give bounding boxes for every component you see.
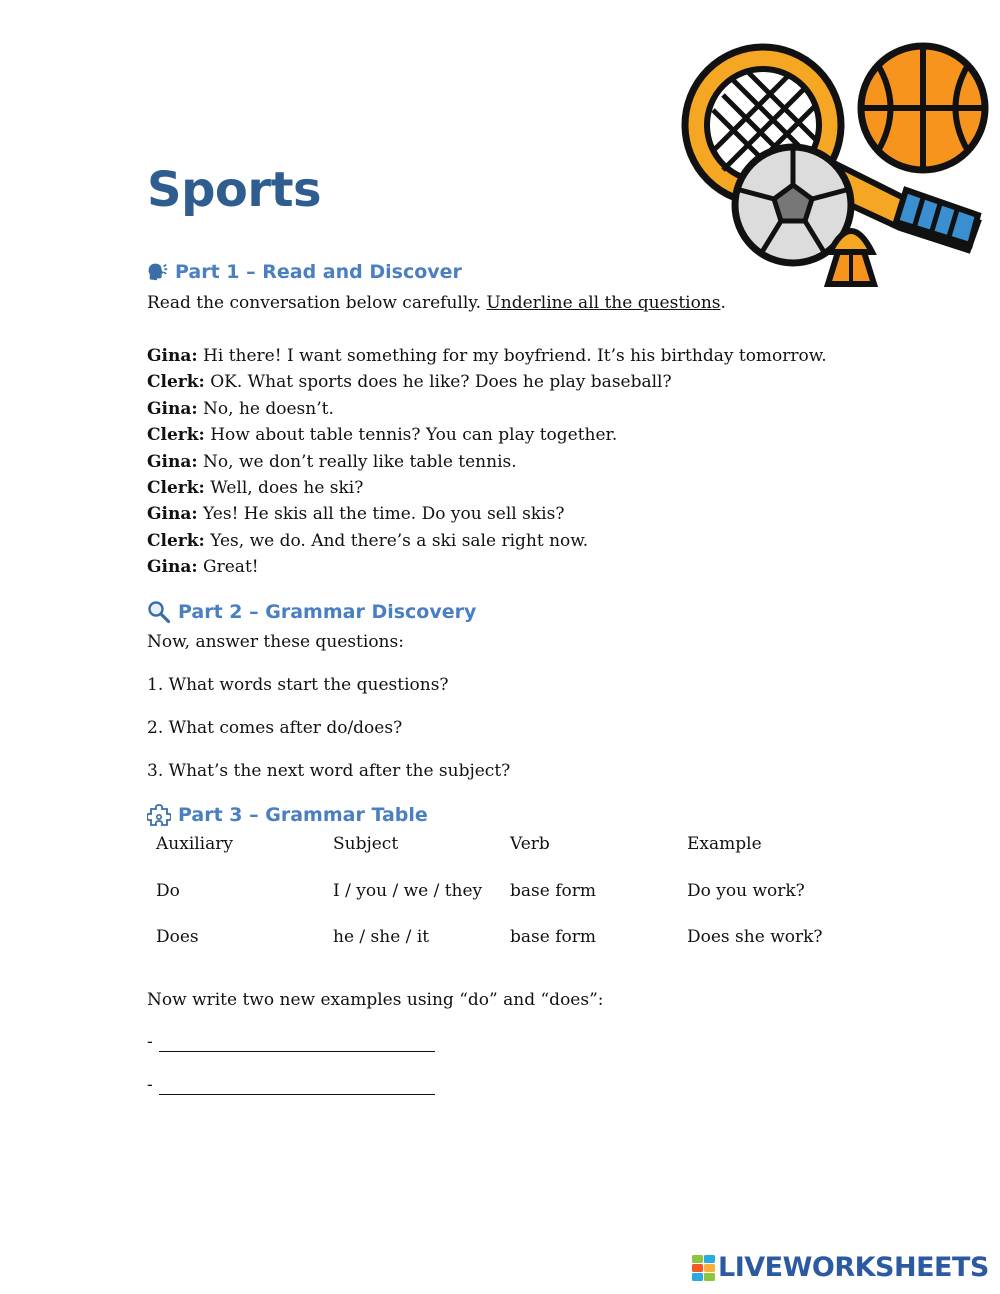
part1-heading	[147, 261, 462, 283]
speaker: Gina:	[147, 451, 198, 472]
shuttlecock-icon	[828, 231, 874, 284]
question-2: 2. What comes after do/does?	[147, 718, 403, 738]
part2-heading	[147, 600, 476, 624]
dialogue-line	[147, 528, 827, 554]
answer-line[interactable]	[159, 1033, 435, 1052]
puzzle-icon	[147, 803, 171, 827]
part2-heading-text: Part 2 – Grammar Discovery	[178, 601, 477, 623]
dialogue-line	[147, 475, 827, 501]
part1-instruction	[147, 290, 726, 316]
line-text: Great!	[197, 557, 259, 578]
instruction-start: Read the conversation below carefully.	[147, 293, 487, 313]
speaker: Gina:	[147, 346, 198, 366]
table-header-row	[147, 830, 855, 877]
dialogue-line	[147, 554, 827, 580]
line-text: No, we don’t really like table tennis.	[197, 451, 517, 472]
table-cell: base form	[510, 880, 596, 901]
line-text: Well, does he ski?	[204, 478, 364, 499]
speaker: Clerk:	[147, 372, 205, 393]
table-header-cell: Verb	[510, 834, 550, 854]
part3-heading-text: Part 3 – Grammar Table	[178, 804, 428, 826]
answer-line[interactable]	[159, 1076, 435, 1095]
speaker: Gina:	[147, 398, 198, 419]
question-3: 3. What’s the next word after the subject?	[147, 761, 511, 781]
table-header-cell: Auxiliary	[156, 834, 233, 854]
table-cell: he / she / it	[333, 927, 430, 947]
speaker: Clerk:	[147, 530, 205, 551]
part3-heading	[147, 803, 428, 827]
line-text: Yes, we do. And there’s a ski sale right now.	[204, 530, 589, 551]
line-text: Hi there! I want something for my boyfriend. It’s his birthday tomorrow.	[197, 346, 827, 366]
instruction-end: .	[720, 293, 726, 313]
dialogue-line	[147, 449, 827, 475]
line-text: OK. What sports does he like? Does he play baseball?	[204, 372, 672, 393]
line-text: Yes! He skis all the time. Do you sell skis?	[197, 504, 565, 525]
dialogue	[147, 343, 827, 581]
logo-mark-icon	[692, 1255, 716, 1281]
table-cell: base form	[510, 927, 596, 947]
answer-blank-1	[147, 1032, 435, 1052]
table-cell: Does	[156, 927, 199, 947]
speaker: Gina:	[147, 504, 198, 525]
table-cell: Do you work?	[687, 880, 805, 901]
speaker: Clerk:	[147, 425, 205, 446]
dialogue-line	[147, 343, 827, 369]
sports-illustration	[678, 40, 994, 292]
table-header-cell: Example	[687, 834, 762, 854]
table-cell: Does she work?	[687, 927, 823, 947]
blank-dash: -	[147, 1075, 153, 1095]
table-cell: Do	[156, 880, 180, 901]
table-row	[147, 923, 855, 970]
part2-intro: Now, answer these questions:	[147, 632, 404, 652]
blank-dash: -	[147, 1032, 153, 1052]
grammar-table	[147, 830, 855, 970]
logo-text: LIVEWORKSHEETS	[718, 1252, 989, 1283]
page-title: Sports	[147, 162, 322, 218]
write-prompt: Now write two new examples using “do” and “does”:	[147, 990, 604, 1010]
question-1: 1. What words start the questions?	[147, 675, 449, 695]
dialogue-line	[147, 396, 827, 422]
answer-blank-2	[147, 1075, 435, 1095]
instruction-underlined: Underline all the questions	[486, 293, 721, 313]
speaker: Clerk:	[147, 478, 205, 499]
speaking-head-icon	[147, 261, 169, 283]
part1-heading-text: Part 1 – Read and Discover	[175, 261, 462, 283]
line-text: No, he doesn’t.	[197, 398, 334, 419]
magnifying-glass-icon	[147, 600, 171, 624]
table-cell: I / you / we / they	[333, 880, 483, 901]
table-row	[147, 877, 855, 924]
speaker: Gina:	[147, 557, 198, 578]
liveworksheets-logo[interactable]	[692, 1252, 989, 1283]
line-text: How about table tennis? You can play together.	[204, 425, 618, 446]
dialogue-line	[147, 501, 827, 527]
basketball-icon	[861, 46, 985, 170]
table-header-cell: Subject	[333, 834, 399, 854]
dialogue-line	[147, 422, 827, 448]
dialogue-line	[147, 369, 827, 395]
